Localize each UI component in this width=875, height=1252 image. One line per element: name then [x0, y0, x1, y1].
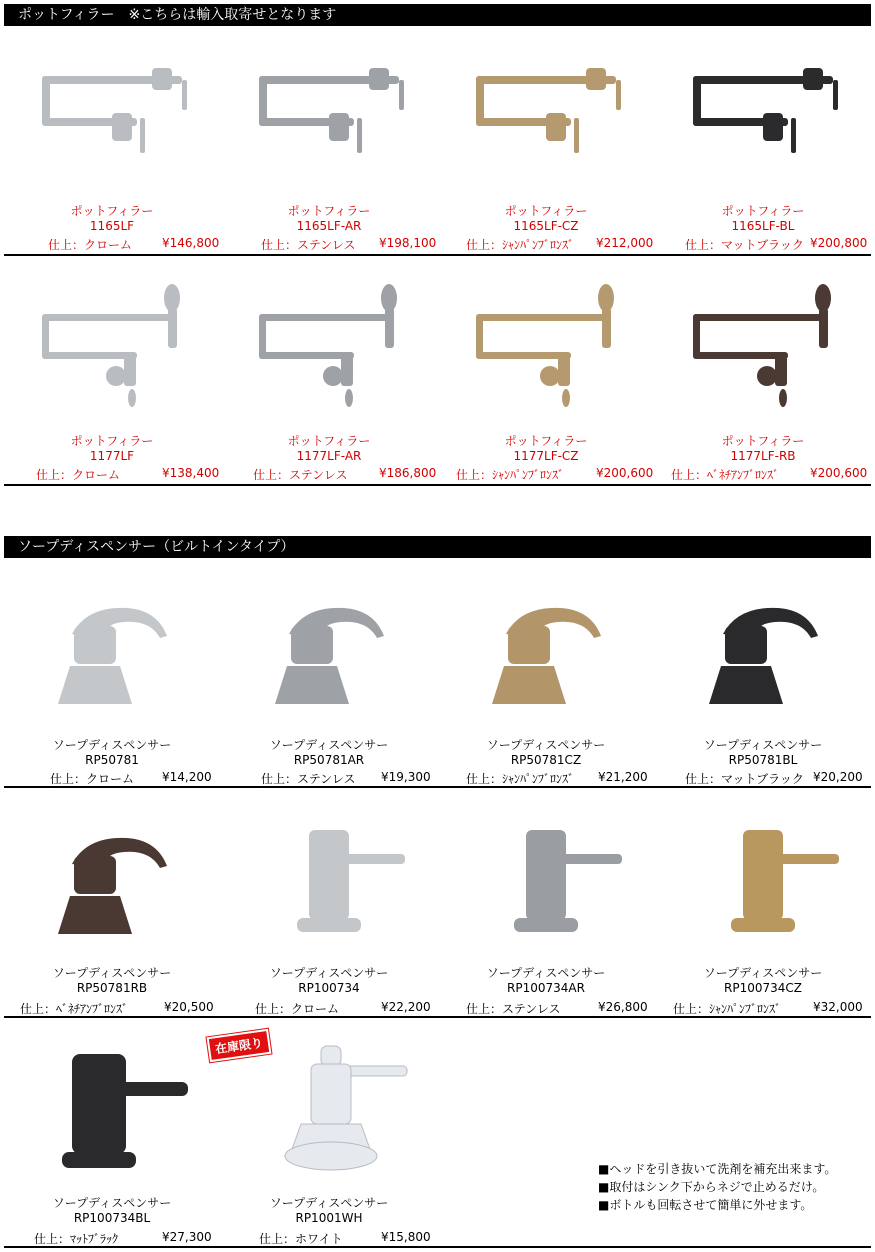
product-code: RP50781CZ — [510, 753, 582, 767]
note-item: ■取付はシンク下からネジで止めるだけ。 — [598, 1180, 825, 1194]
product-card[interactable] — [221, 258, 437, 484]
product-card[interactable] — [655, 790, 871, 1016]
product-name: ソープディスペンサー — [486, 738, 606, 752]
pot-filler-section-title: ポットフィラー ※こちらは輸入取寄せとなります — [4, 4, 871, 26]
product-finish: 仕上：クローム — [48, 238, 133, 252]
limited-stock-badge: 在庫限り — [207, 1029, 272, 1062]
product-finish: 仕上：ｼｬﾝﾊﾟﾝﾌﾞﾛﾝｽﾞ — [456, 468, 565, 482]
pot-filler-row-2 — [4, 258, 871, 486]
product-finish: 仕上：ステンレス — [261, 238, 356, 252]
product-price: ¥138,400 — [162, 466, 220, 480]
product-name: ポットフィラー — [504, 434, 588, 448]
product-code: 1165LF — [89, 219, 135, 233]
pot-filler-image — [655, 58, 871, 178]
product-name: ソープディスペンサー — [703, 738, 823, 752]
product-code: RP50781 — [85, 753, 139, 767]
product-code: RP50781BL — [728, 753, 798, 767]
product-name: ポットフィラー — [721, 434, 805, 448]
product-name: ポットフィラー — [70, 434, 154, 448]
product-finish: 仕上：ｼｬﾝﾊﾟﾝﾌﾞﾛﾝｽﾞ — [466, 772, 575, 786]
product-name: ソープディスペンサー — [52, 1196, 172, 1210]
product-card[interactable] — [4, 1020, 220, 1246]
note-item: ■ヘッドを引き抜いて洗剤を補充出来ます。 — [598, 1162, 837, 1176]
product-name: ソープディスペンサー — [269, 966, 389, 980]
product-price: ¥22,200 — [381, 1000, 431, 1014]
product-code: 1165LF-BL — [731, 219, 795, 233]
soap-dispenser-image — [655, 810, 871, 950]
product-name: ポットフィラー — [287, 204, 371, 218]
pot-filler-image — [221, 278, 437, 418]
soap-dispenser-image — [221, 1040, 437, 1180]
product-code: RP50781AR — [293, 753, 365, 767]
feature-notes — [598, 1160, 836, 1214]
note-item: ■ボトルも回転させて簡単に外せます。 — [598, 1198, 813, 1212]
product-finish: 仕上：ステンレス — [261, 772, 356, 786]
product-card[interactable] — [655, 258, 871, 484]
soap-dispenser-image — [438, 586, 654, 716]
product-code: RP1001WH — [295, 1211, 363, 1225]
product-name: ポットフィラー — [721, 204, 805, 218]
product-code: RP100734CZ — [724, 981, 802, 995]
product-name: ソープディスペンサー — [703, 966, 823, 980]
soap-dispenser-image — [655, 586, 871, 716]
soap-dispenser-image — [221, 586, 437, 716]
product-name: ソープディスペンサー — [486, 966, 606, 980]
soap-dispenser-image — [4, 586, 220, 716]
product-price: ¥200,600 — [810, 466, 868, 480]
product-code: 1177LF-AR — [296, 449, 362, 463]
soap-dispenser-image — [438, 810, 654, 950]
product-name: ソープディスペンサー — [52, 966, 172, 980]
product-card[interactable] — [221, 790, 437, 1016]
pot-filler-image — [655, 278, 871, 418]
product-price: ¥19,300 — [381, 770, 431, 784]
product-name: ソープディスペンサー — [269, 1196, 389, 1210]
product-price: ¥200,600 — [596, 466, 654, 480]
product-card[interactable] — [655, 560, 871, 786]
product-name: ソープディスペンサー — [52, 738, 172, 752]
soap-dispenser-image — [4, 1040, 220, 1180]
product-card[interactable] — [221, 560, 437, 786]
product-finish: 仕上：ｼｬﾝﾊﾟﾝﾌﾞﾛﾝｽﾞ — [673, 1002, 782, 1016]
product-code: 1165LF-AR — [296, 219, 362, 233]
product-code: RP100734BL — [73, 1211, 151, 1225]
product-price: ¥20,200 — [813, 770, 863, 784]
product-card[interactable] — [438, 258, 654, 484]
product-finish: 仕上：ステンレス — [466, 1002, 561, 1016]
pot-filler-image — [438, 58, 654, 178]
product-card[interactable] — [4, 28, 220, 254]
product-card[interactable] — [4, 560, 220, 786]
product-price: ¥200,800 — [810, 236, 868, 250]
product-name: ポットフィラー — [504, 204, 588, 218]
product-card[interactable] — [4, 258, 220, 484]
pot-filler-image — [438, 278, 654, 418]
product-finish: 仕上：ﾍﾞﾈﾁｱﾝﾌﾞﾛﾝｽﾞ — [671, 468, 780, 482]
product-price: ¥26,800 — [598, 1000, 648, 1014]
product-finish: 仕上：ステンレス — [253, 468, 348, 482]
pot-filler-image — [4, 58, 220, 178]
pot-filler-image — [4, 278, 220, 418]
soap-dispenser-section-title: ソープディスペンサー（ビルトインタイプ） — [4, 536, 871, 558]
pot-filler-row-1 — [4, 28, 871, 256]
pot-filler-image — [221, 58, 437, 178]
product-finish: 仕上：マットブラック — [685, 772, 804, 786]
product-price: ¥27,300 — [162, 1230, 212, 1244]
product-code: RP100734 — [298, 981, 360, 995]
product-card[interactable] — [221, 28, 437, 254]
product-finish: 仕上：ｼｬﾝﾊﾟﾝﾌﾞﾛﾝｽﾞ — [466, 238, 575, 252]
product-code: 1165LF-CZ — [513, 219, 579, 233]
product-card[interactable] — [4, 790, 220, 1016]
product-price: ¥212,000 — [596, 236, 654, 250]
product-card[interactable] — [438, 560, 654, 786]
soap-dispenser-image — [4, 816, 220, 946]
product-code: 1177LF-RB — [730, 449, 796, 463]
product-card[interactable] — [438, 790, 654, 1016]
product-price: ¥21,200 — [598, 770, 648, 784]
product-price: ¥186,800 — [379, 466, 437, 480]
product-finish: 仕上：ホワイト — [259, 1232, 343, 1246]
soap-row-2 — [4, 790, 871, 1018]
product-code: 1177LF — [89, 449, 135, 463]
product-name: ポットフィラー — [70, 204, 154, 218]
product-finish: 仕上：ﾍﾞﾈﾁｱﾝﾌﾞﾛﾝｽﾞ — [20, 1002, 129, 1016]
product-finish: 仕上：クローム — [255, 1002, 340, 1016]
soap-row-1 — [4, 560, 871, 788]
product-name: ソープディスペンサー — [269, 738, 389, 752]
product-code: RP50781RB — [76, 981, 148, 995]
product-finish: 仕上：ﾏｯﾄﾌﾞﾗｯｸ — [34, 1232, 119, 1246]
product-finish: 仕上：マットブラック — [685, 238, 804, 252]
product-code: 1177LF-CZ — [513, 449, 579, 463]
product-price: ¥14,200 — [162, 770, 212, 784]
product-price: ¥15,800 — [381, 1230, 431, 1244]
product-name: ポットフィラー — [287, 434, 371, 448]
product-code: RP100734AR — [507, 981, 585, 995]
product-finish: 仕上：クローム — [50, 772, 135, 786]
product-price: ¥146,800 — [162, 236, 220, 250]
product-card[interactable] — [655, 28, 871, 254]
product-price: ¥198,100 — [379, 236, 437, 250]
product-card[interactable] — [438, 28, 654, 254]
product-price: ¥20,500 — [164, 1000, 214, 1014]
product-finish: 仕上：クローム — [36, 468, 121, 482]
soap-dispenser-image — [221, 810, 437, 950]
product-price: ¥32,000 — [813, 1000, 863, 1014]
